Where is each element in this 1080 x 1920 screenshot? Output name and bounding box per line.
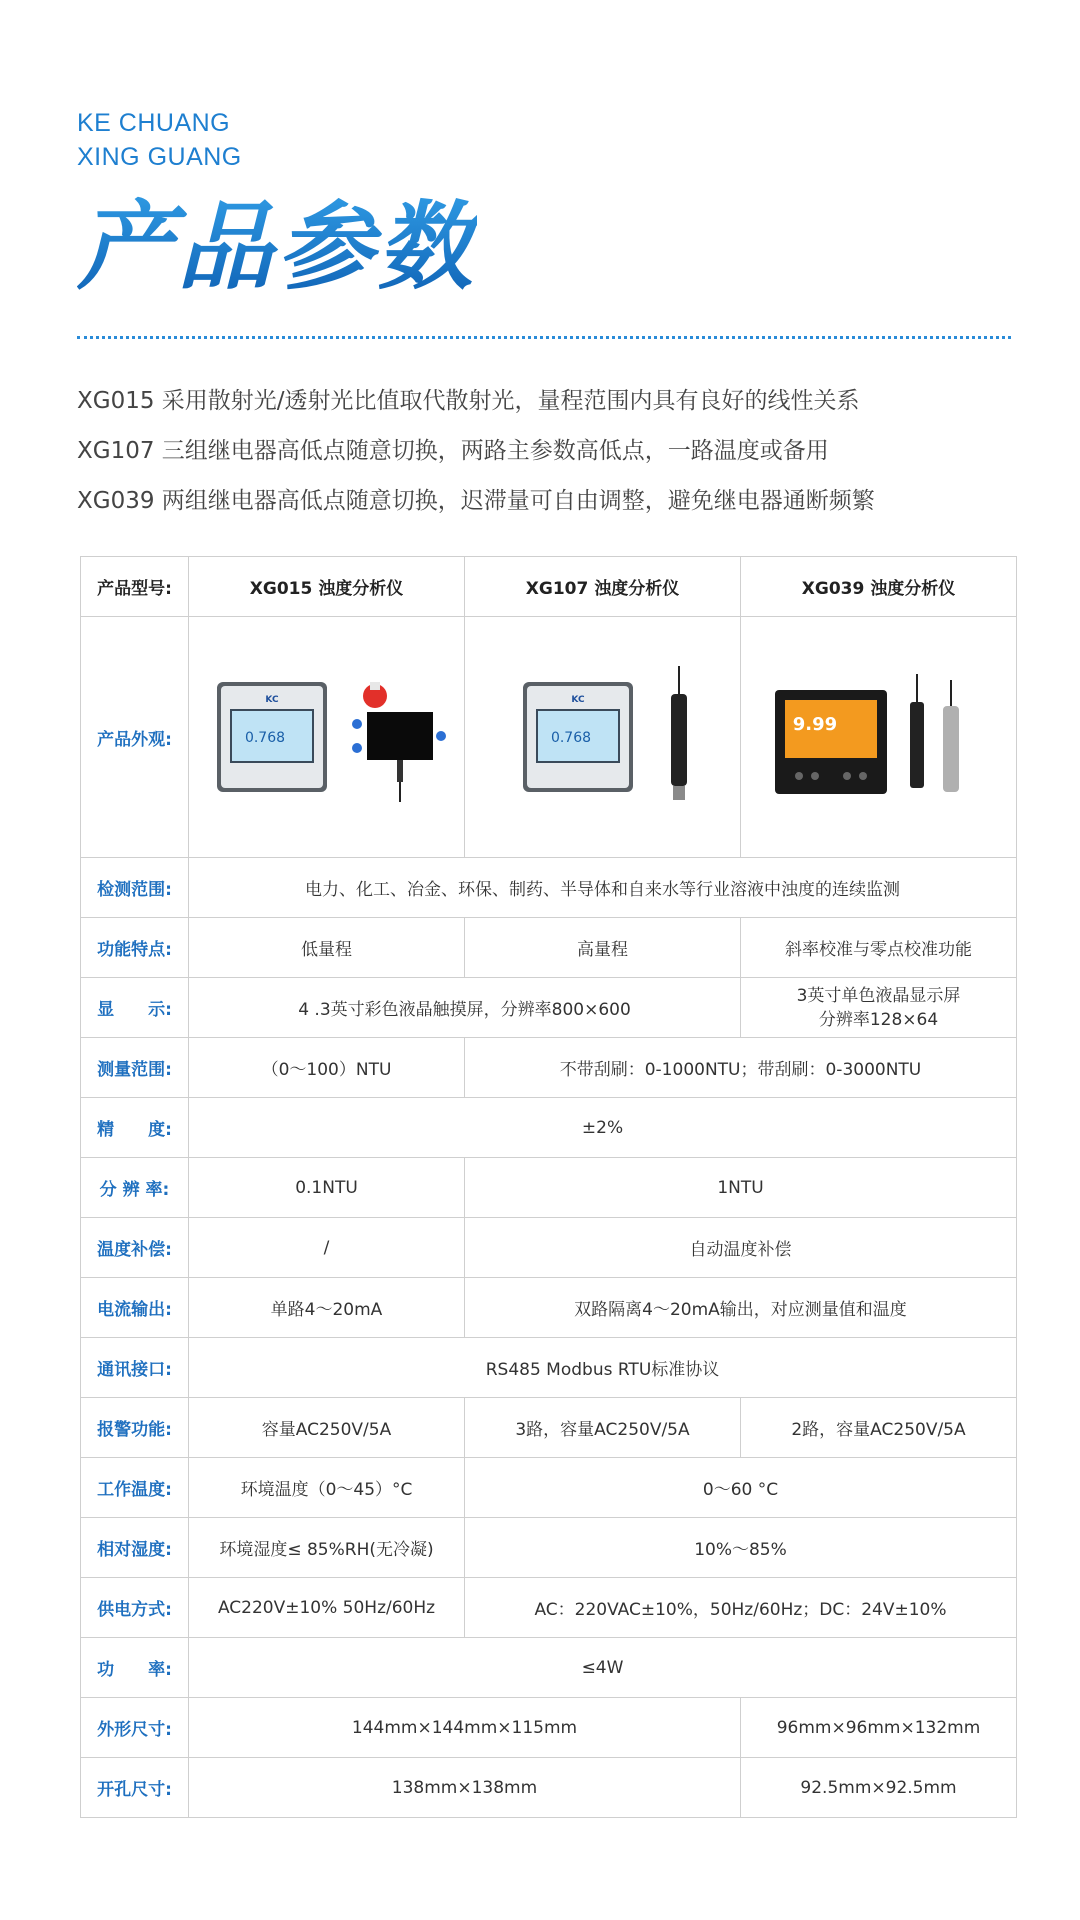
analyzer-xg039-image — [759, 660, 999, 810]
label-cutout: 开孔尺寸: — [81, 1758, 189, 1818]
table-row — [81, 978, 1017, 1038]
label-accuracy: 精 度: — [81, 1098, 189, 1158]
model-xg015: XG015 浊度分析仪 — [189, 557, 465, 617]
label-power-supply: 供电方式: — [81, 1578, 189, 1638]
table-row — [81, 918, 1017, 978]
table-row — [81, 1038, 1017, 1098]
brand-name — [77, 106, 242, 174]
table-row — [81, 858, 1017, 918]
table-row — [81, 557, 1017, 617]
intro-line: XG015 采用散射光/透射光比值取代散射光，量程范围内具有良好的线性关系 — [77, 388, 860, 414]
label-humidity: 相对湿度: — [81, 1518, 189, 1578]
table-row — [81, 1218, 1017, 1278]
analyzer-xg107-image — [483, 660, 723, 810]
screen-reading: 9.99 — [792, 713, 837, 735]
table-row — [81, 1638, 1017, 1698]
label-dimensions: 外形尺寸: — [81, 1698, 189, 1758]
current-xg015: 单路4～20mA — [189, 1278, 465, 1338]
resolution-xg015: 0.1NTU — [189, 1158, 465, 1218]
work-temp-xg015: 环境温度（0～45）°C — [189, 1458, 465, 1518]
screen-reading: 0.768 — [244, 729, 285, 746]
product-image-xg107 — [465, 617, 741, 858]
label-power: 功 率: — [81, 1638, 189, 1698]
temp-comp-xg015: / — [189, 1218, 465, 1278]
table-row — [81, 1758, 1017, 1818]
model-xg039: XG039 浊度分析仪 — [741, 557, 1017, 617]
alarm-xg015: 容量AC250V/5A — [189, 1398, 465, 1458]
label-detection: 检测范围: — [81, 858, 189, 918]
table-row — [81, 1338, 1017, 1398]
measure-xg107-xg039: 不带刮刷：0-1000NTU；带刮刷：0-3000NTU — [465, 1038, 1017, 1098]
table-row — [81, 1158, 1017, 1218]
label-temp-comp: 温度补偿: — [81, 1218, 189, 1278]
detection-value: 电力、化工、冶金、环保、制药、半导体和自来水等行业溶液中浊度的连续监测 — [189, 858, 1017, 918]
product-image-xg039 — [741, 617, 1017, 858]
brand-line-2: XING GUANG — [77, 143, 242, 171]
intro-line: XG107 三组继电器高低点随意切换，两路主参数高低点，一路温度或备用 — [77, 438, 829, 464]
features-xg015: 低量程 — [189, 918, 465, 978]
table-row — [81, 1398, 1017, 1458]
intro-line: XG039 两组继电器高低点随意切换，迟滞量可自由调整，避免继电器通断频繁 — [77, 488, 875, 514]
power-value: ≤4W — [189, 1638, 1017, 1698]
brand-line-1: KE CHUANG — [77, 109, 231, 137]
dimensions-xg015-xg107: 144mm×144mm×115mm — [189, 1698, 741, 1758]
label-work-temp: 工作温度: — [81, 1458, 189, 1518]
page-title: 产品参数 — [77, 190, 477, 303]
features-xg107: 高量程 — [465, 918, 741, 978]
accuracy-value: ±2% — [189, 1098, 1017, 1158]
table-row — [81, 1278, 1017, 1338]
alarm-xg039: 2路，容量AC250V/5A — [741, 1398, 1017, 1458]
table-row — [81, 1698, 1017, 1758]
analyzer-xg015-image — [207, 660, 447, 810]
label-resolution: 分 辨 率: — [81, 1158, 189, 1218]
label-display: 显 示: — [81, 978, 189, 1038]
cutout-xg039: 92.5mm×92.5mm — [741, 1758, 1017, 1818]
product-image-xg015 — [189, 617, 465, 858]
spec-table — [80, 556, 1017, 1818]
table-row — [81, 1098, 1017, 1158]
dotted-divider — [77, 336, 1011, 339]
table-row — [81, 617, 1017, 858]
temp-comp-xg107-xg039: 自动温度补偿 — [465, 1218, 1017, 1278]
features-xg039: 斜率校准与零点校准功能 — [741, 918, 1017, 978]
table-row — [81, 1458, 1017, 1518]
comm-value: RS485 Modbus RTU标准协议 — [189, 1338, 1017, 1398]
dimensions-xg039: 96mm×96mm×132mm — [741, 1698, 1017, 1758]
screen-reading: 0.768 — [550, 729, 591, 746]
label-measure: 测量范围: — [81, 1038, 189, 1098]
measure-xg015: （0～100）NTU — [189, 1038, 465, 1098]
power-supply-xg107-xg039: AC：220VAC±10%，50Hz/60Hz；DC：24V±10% — [465, 1578, 1017, 1638]
power-supply-xg015: AC220V±10% 50Hz/60Hz — [189, 1578, 465, 1638]
humidity-xg015: 环境湿度≤ 85%RH(无冷凝) — [189, 1518, 465, 1578]
table-row — [81, 1578, 1017, 1638]
device-logo: KC — [264, 694, 279, 705]
label-features: 功能特点: — [81, 918, 189, 978]
intro-text — [77, 376, 875, 526]
label-comm: 通讯接口: — [81, 1338, 189, 1398]
display-xg039-line1: 3英寸单色液晶显示屏 — [796, 985, 961, 1006]
humidity-xg107-xg039: 10%～85% — [465, 1518, 1017, 1578]
cutout-xg015-xg107: 138mm×138mm — [189, 1758, 741, 1818]
label-current-out: 电流输出: — [81, 1278, 189, 1338]
display-xg015-xg107: 4 .3英寸彩色液晶触摸屏，分辨率800×600 — [189, 978, 741, 1038]
table-row — [81, 1518, 1017, 1578]
label-appearance: 产品外观: — [81, 617, 189, 858]
work-temp-xg107-xg039: 0～60 °C — [465, 1458, 1017, 1518]
label-alarm: 报警功能: — [81, 1398, 189, 1458]
label-model: 产品型号: — [81, 557, 189, 617]
resolution-xg107-xg039: 1NTU — [465, 1158, 1017, 1218]
device-logo: KC — [570, 694, 585, 705]
current-xg107-xg039: 双路隔离4～20mA输出，对应测量值和温度 — [465, 1278, 1017, 1338]
model-xg107: XG107 浊度分析仪 — [465, 557, 741, 617]
display-xg039 — [741, 978, 1017, 1038]
display-xg039-line2: 分辨率128×64 — [818, 1009, 939, 1030]
alarm-xg107: 3路，容量AC250V/5A — [465, 1398, 741, 1458]
